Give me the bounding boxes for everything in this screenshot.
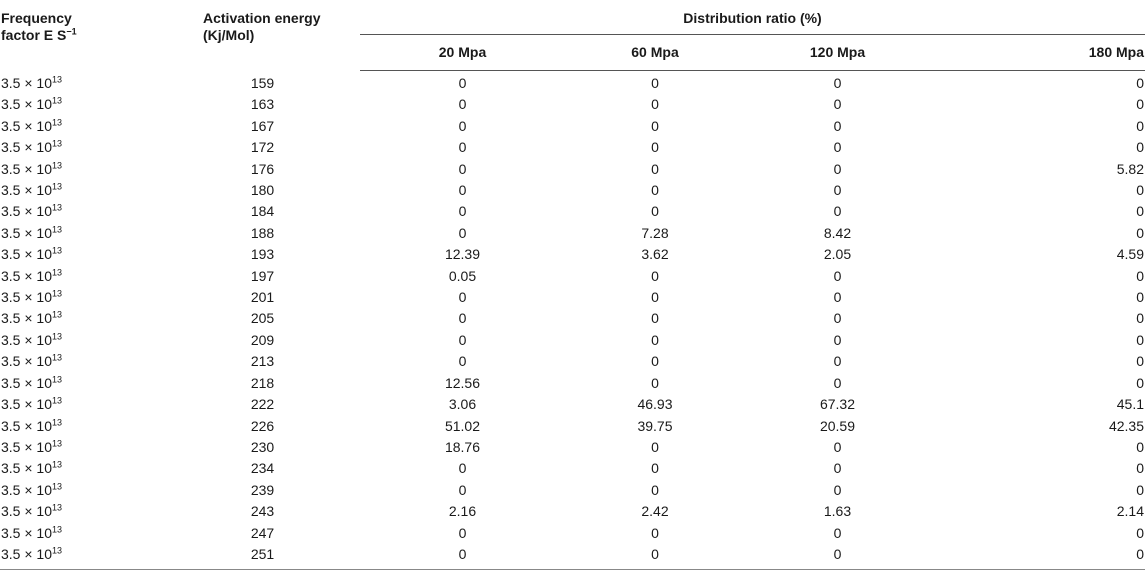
cell-20-mpa: 0 <box>458 75 467 91</box>
cell-180-mpa: 0 <box>1136 75 1144 91</box>
cell-180-mpa: 0 <box>1136 374 1144 391</box>
frequency-base: 3.5 × 10 <box>1 438 52 455</box>
cell-120-mpa: 0 <box>833 353 842 370</box>
cell-120-mpa: 0 <box>833 289 842 306</box>
cell-activation-energy: 213 <box>250 353 275 370</box>
cell-frequency-factor <box>0 159 175 180</box>
frequency-exponent: 13 <box>52 117 63 128</box>
table-row <box>0 223 1145 244</box>
table-row <box>0 137 1145 158</box>
header-frequency-exponent: −1 <box>66 26 77 37</box>
header-pressure-60: 60 Mpa <box>565 35 745 71</box>
cell-frequency-factor <box>0 501 175 522</box>
cell-180-mpa: 45.1 <box>1116 396 1144 413</box>
frequency-exponent: 13 <box>52 138 63 149</box>
cell-60-mpa: 0 <box>651 545 659 562</box>
frequency-exponent: 13 <box>52 438 63 449</box>
cell-60-mpa: 0 <box>651 481 659 498</box>
frequency-base: 3.5 × 10 <box>1 310 52 327</box>
cell-60-mpa: 0 <box>651 524 659 541</box>
cell-20-mpa: 0 <box>458 182 467 199</box>
cell-activation-energy: 226 <box>250 417 275 434</box>
cell-20-mpa: 0 <box>458 545 467 562</box>
cell-60-mpa: 46.93 <box>637 396 673 413</box>
header-distribution-ratio: Distribution ratio (%) <box>360 0 1145 35</box>
header-pressure-180: 180 Mpa <box>930 35 1145 71</box>
cell-frequency-factor <box>0 308 175 329</box>
frequency-base: 3.5 × 10 <box>1 246 52 263</box>
frequency-base: 3.5 × 10 <box>1 524 52 541</box>
cell-180-mpa: 0 <box>1136 353 1144 370</box>
cell-120-mpa: 0 <box>833 75 842 91</box>
cell-activation-energy: 247 <box>250 524 275 541</box>
cell-120-mpa: 67.32 <box>819 396 856 413</box>
cell-frequency-factor <box>0 351 175 372</box>
table-row <box>0 544 1145 565</box>
cell-frequency-factor <box>0 458 175 479</box>
cell-180-mpa: 0 <box>1136 267 1144 284</box>
cell-180-mpa: 0 <box>1136 96 1144 113</box>
cell-60-mpa: 0 <box>651 160 659 177</box>
cell-frequency-factor <box>0 180 175 201</box>
table-row <box>0 373 1145 394</box>
cell-180-mpa: 0 <box>1136 310 1144 327</box>
table-row <box>0 394 1145 415</box>
cell-frequency-factor <box>0 480 175 501</box>
frequency-exponent: 13 <box>52 352 63 363</box>
cell-180-mpa: 0 <box>1136 117 1144 134</box>
table-row <box>0 159 1145 180</box>
table-row <box>0 523 1145 544</box>
cell-120-mpa: 20.59 <box>819 417 856 434</box>
frequency-base: 3.5 × 10 <box>1 74 52 91</box>
cell-20-mpa: 3.06 <box>448 396 477 413</box>
cell-activation-energy: 188 <box>250 224 275 241</box>
cell-120-mpa: 0 <box>833 203 842 220</box>
cell-180-mpa: 0 <box>1136 289 1144 306</box>
cell-activation-energy: 159 <box>250 74 275 91</box>
frequency-exponent: 13 <box>52 416 63 427</box>
cell-120-mpa: 2.05 <box>823 246 852 263</box>
cell-60-mpa: 0 <box>651 203 659 220</box>
frequency-base: 3.5 × 10 <box>1 96 52 113</box>
header-frequency-line2: factor E S <box>1 27 67 43</box>
cell-frequency-factor <box>0 373 175 394</box>
table-body <box>0 71 1145 566</box>
cell-activation-energy: 209 <box>250 331 275 348</box>
frequency-exponent: 13 <box>52 523 63 534</box>
cell-activation-energy: 180 <box>250 182 275 199</box>
cell-60-mpa: 7.28 <box>641 224 669 241</box>
frequency-exponent: 13 <box>52 202 63 213</box>
cell-60-mpa: 0 <box>651 331 659 348</box>
cell-frequency-factor <box>0 544 175 565</box>
frequency-base: 3.5 × 10 <box>1 417 52 434</box>
cell-20-mpa: 0 <box>458 481 467 498</box>
cell-20-mpa: 12.39 <box>444 246 481 263</box>
table-row <box>0 180 1145 201</box>
cell-frequency-factor <box>0 416 175 437</box>
cell-60-mpa: 0 <box>651 139 659 156</box>
frequency-base: 3.5 × 10 <box>1 117 52 134</box>
cell-180-mpa: 42.35 <box>1108 417 1144 434</box>
frequency-exponent: 13 <box>52 481 63 492</box>
cell-180-mpa: 0 <box>1136 139 1144 156</box>
cell-60-mpa: 39.75 <box>637 417 673 434</box>
cell-60-mpa: 0 <box>651 182 659 199</box>
cell-180-mpa: 4.59 <box>1116 246 1144 263</box>
frequency-base: 3.5 × 10 <box>1 331 52 348</box>
table-row <box>0 71 1145 95</box>
cell-activation-energy: 218 <box>250 374 275 391</box>
frequency-exponent: 13 <box>52 374 63 385</box>
cell-frequency-factor <box>0 201 175 222</box>
cell-20-mpa: 0 <box>458 353 467 370</box>
cell-180-mpa: 0 <box>1136 524 1144 541</box>
cell-activation-energy: 167 <box>250 117 275 134</box>
frequency-exponent: 13 <box>52 245 63 256</box>
cell-activation-energy: 251 <box>250 545 275 562</box>
cell-activation-energy: 184 <box>250 203 275 220</box>
cell-20-mpa: 51.02 <box>444 417 481 434</box>
cell-60-mpa: 2.42 <box>641 503 669 520</box>
cell-20-mpa: 0 <box>458 117 467 134</box>
header-row-top <box>0 0 1145 35</box>
cell-20-mpa: 0 <box>458 331 467 348</box>
table-row <box>0 244 1145 265</box>
table-row <box>0 94 1145 115</box>
cell-180-mpa: 2.14 <box>1116 503 1144 520</box>
cell-120-mpa: 0 <box>833 331 842 348</box>
cell-20-mpa: 0 <box>458 310 467 327</box>
cell-120-mpa: 1.63 <box>823 503 852 520</box>
cell-120-mpa: 0 <box>833 117 842 134</box>
header-frequency-line1: Frequency <box>1 10 72 26</box>
cell-20-mpa: 18.76 <box>444 438 481 455</box>
cell-120-mpa: 0 <box>833 310 842 327</box>
cell-180-mpa: 0 <box>1136 545 1144 562</box>
frequency-exponent: 13 <box>52 502 63 513</box>
cell-120-mpa: 0 <box>833 481 842 498</box>
frequency-exponent: 13 <box>52 395 63 406</box>
cell-120-mpa: 0 <box>833 438 842 455</box>
cell-180-mpa: 0 <box>1136 438 1144 455</box>
cell-frequency-factor <box>0 394 175 415</box>
frequency-exponent: 13 <box>52 74 63 85</box>
cell-180-mpa: 0 <box>1136 481 1144 498</box>
cell-activation-energy: 230 <box>250 438 275 455</box>
cell-frequency-factor <box>0 94 175 115</box>
frequency-exponent: 13 <box>52 459 63 470</box>
table-row <box>0 116 1145 137</box>
cell-60-mpa: 0 <box>651 438 659 455</box>
cell-activation-energy: 239 <box>250 481 275 498</box>
cell-20-mpa: 0 <box>458 203 467 220</box>
cell-20-mpa: 0 <box>458 524 467 541</box>
cell-frequency-factor <box>0 71 175 95</box>
frequency-base: 3.5 × 10 <box>1 267 52 284</box>
cell-60-mpa: 0 <box>651 460 659 477</box>
cell-60-mpa: 0 <box>651 310 659 327</box>
table-row <box>0 351 1145 372</box>
cell-60-mpa: 3.62 <box>641 246 669 263</box>
frequency-base: 3.5 × 10 <box>1 503 52 520</box>
cell-activation-energy: 172 <box>250 139 275 156</box>
cell-180-mpa: 0 <box>1136 331 1144 348</box>
table-row <box>0 480 1145 501</box>
frequency-exponent: 13 <box>52 545 63 556</box>
frequency-base: 3.5 × 10 <box>1 160 52 177</box>
cell-180-mpa: 0 <box>1136 203 1144 220</box>
frequency-exponent: 13 <box>52 95 63 106</box>
cell-120-mpa: 0 <box>833 139 842 156</box>
cell-20-mpa: 0 <box>458 139 467 156</box>
header-frequency-factor <box>0 0 175 71</box>
cell-frequency-factor <box>0 116 175 137</box>
cell-20-mpa: 0.05 <box>448 267 477 284</box>
frequency-base: 3.5 × 10 <box>1 396 52 413</box>
header-pressure-120: 120 Mpa <box>745 35 930 71</box>
cell-60-mpa: 0 <box>651 374 659 391</box>
frequency-base: 3.5 × 10 <box>1 374 52 391</box>
cell-120-mpa: 0 <box>833 267 842 284</box>
cell-frequency-factor <box>0 437 175 458</box>
cell-activation-energy: 193 <box>250 246 275 263</box>
cell-120-mpa: 0 <box>833 524 842 541</box>
cell-20-mpa: 0 <box>458 224 467 241</box>
cell-frequency-factor <box>0 266 175 287</box>
header-activation-energy: Activation energy (Kj/Mol) <box>203 10 321 43</box>
frequency-base: 3.5 × 10 <box>1 139 52 156</box>
table-row <box>0 266 1145 287</box>
cell-180-mpa: 0 <box>1136 460 1144 477</box>
frequency-base: 3.5 × 10 <box>1 182 52 199</box>
cell-activation-energy: 163 <box>250 96 275 113</box>
frequency-base: 3.5 × 10 <box>1 289 52 306</box>
table-row <box>0 458 1145 479</box>
frequency-exponent: 13 <box>52 309 63 320</box>
cell-20-mpa: 0 <box>458 289 467 306</box>
cell-60-mpa: 0 <box>651 117 659 134</box>
cell-120-mpa: 0 <box>833 160 842 177</box>
cell-frequency-factor <box>0 137 175 158</box>
frequency-exponent: 13 <box>52 288 63 299</box>
frequency-exponent: 13 <box>52 159 63 170</box>
table-row <box>0 437 1145 458</box>
frequency-base: 3.5 × 10 <box>1 545 52 562</box>
cell-120-mpa: 8.42 <box>823 224 852 241</box>
cell-frequency-factor <box>0 330 175 351</box>
cell-frequency-factor <box>0 523 175 544</box>
table-row <box>0 201 1145 222</box>
cell-activation-energy: 205 <box>250 310 275 327</box>
cell-20-mpa: 0 <box>458 160 467 177</box>
table-bottom-rule <box>0 565 1145 570</box>
frequency-base: 3.5 × 10 <box>1 460 52 477</box>
cell-activation-energy: 197 <box>250 267 275 284</box>
cell-20-mpa: 12.56 <box>444 374 481 391</box>
table-row <box>0 287 1145 308</box>
cell-120-mpa: 0 <box>833 545 842 562</box>
frequency-base: 3.5 × 10 <box>1 203 52 220</box>
cell-60-mpa: 0 <box>651 75 659 91</box>
cell-60-mpa: 0 <box>651 267 659 284</box>
header-pressure-20: 20 Mpa <box>360 35 565 71</box>
table-row <box>0 501 1145 522</box>
frequency-base: 3.5 × 10 <box>1 353 52 370</box>
cell-60-mpa: 0 <box>651 289 659 306</box>
table-row <box>0 416 1145 437</box>
frequency-exponent: 13 <box>52 224 63 235</box>
frequency-exponent: 13 <box>52 267 63 277</box>
cell-60-mpa: 0 <box>651 353 659 370</box>
cell-60-mpa: 0 <box>651 96 659 113</box>
cell-180-mpa: 0 <box>1136 224 1144 241</box>
frequency-base: 3.5 × 10 <box>1 481 52 498</box>
cell-180-mpa: 0 <box>1136 182 1144 199</box>
cell-frequency-factor <box>0 223 175 244</box>
cell-120-mpa: 0 <box>833 374 842 391</box>
cell-activation-energy: 243 <box>250 503 275 520</box>
cell-20-mpa: 0 <box>458 96 467 113</box>
cell-180-mpa: 5.82 <box>1116 160 1144 177</box>
cell-activation-energy: 222 <box>250 396 275 413</box>
cell-120-mpa: 0 <box>833 96 842 113</box>
frequency-exponent: 13 <box>52 181 63 192</box>
frequency-base: 3.5 × 10 <box>1 224 52 241</box>
cell-120-mpa: 0 <box>833 460 842 477</box>
cell-frequency-factor <box>0 287 175 308</box>
cell-20-mpa: 0 <box>458 460 467 477</box>
cell-activation-energy: 176 <box>250 160 275 177</box>
table-row <box>0 308 1145 329</box>
table-row <box>0 330 1145 351</box>
cell-activation-energy: 234 <box>250 460 275 477</box>
frequency-exponent: 13 <box>52 331 63 342</box>
cell-frequency-factor <box>0 244 175 265</box>
cell-activation-energy: 201 <box>250 289 275 306</box>
cell-20-mpa: 2.16 <box>448 503 477 520</box>
cell-120-mpa: 0 <box>833 182 842 199</box>
